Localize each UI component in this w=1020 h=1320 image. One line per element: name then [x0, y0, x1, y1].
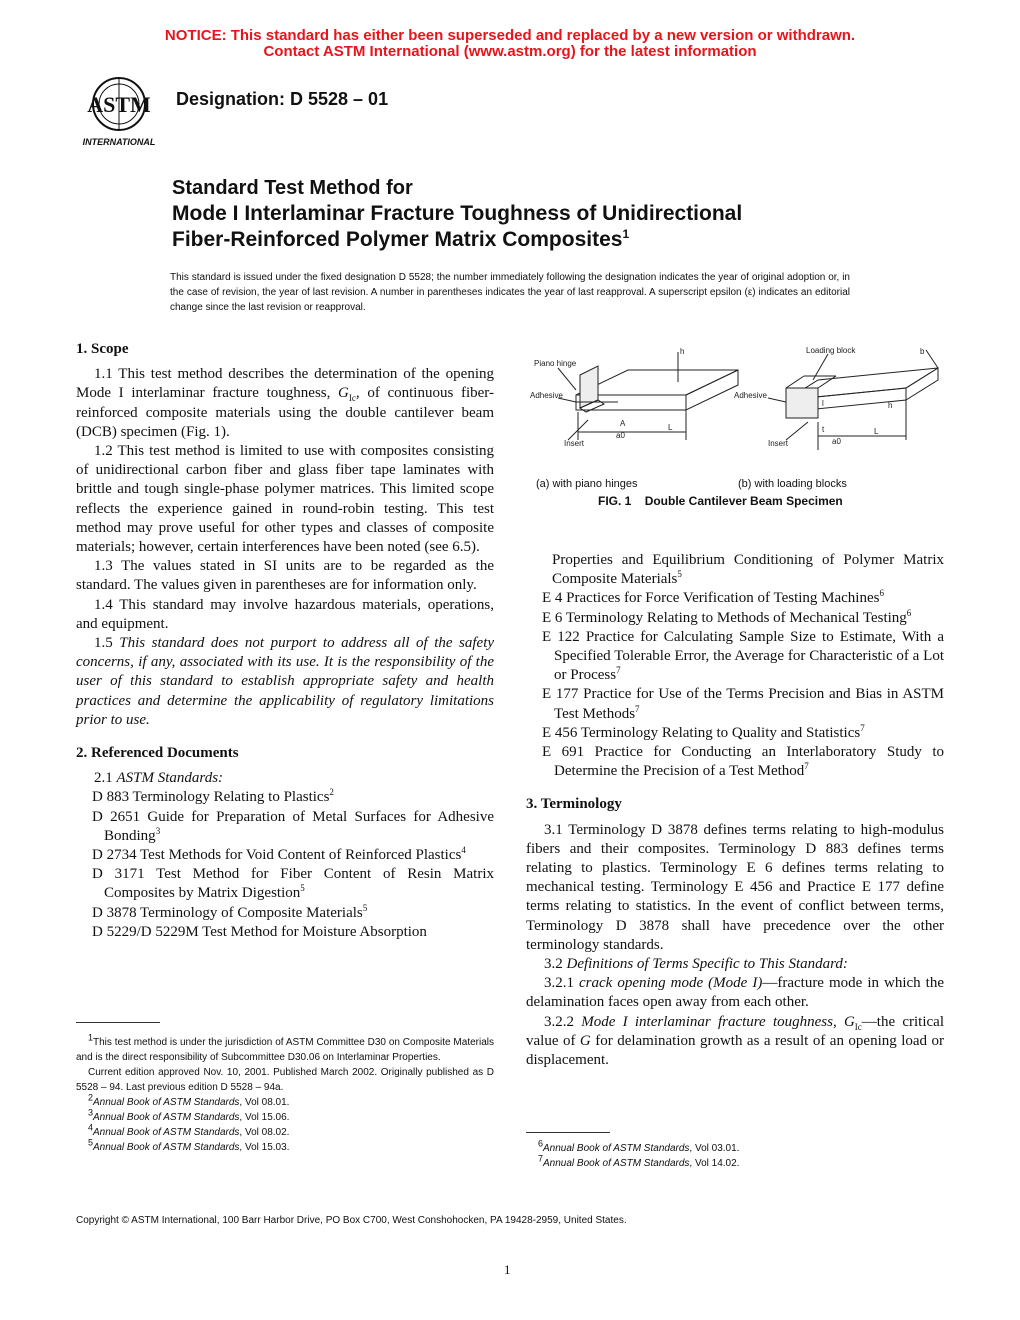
- reference-item: E 691 Practice for Conducting an Interlaboratory Study to Determine the Precision of a Test Method$^7$: [542, 744, 944, 780]
- terminology-3-2: 3.2 Definitions of Terms Specific to This Standard:: [544, 956, 848, 973]
- reference-item: D 883 Terminology Relating to Plastics$^2$: [92, 787, 334, 806]
- caption-b: (b) with loading blocks: [738, 478, 847, 490]
- footnote-list-left: [76, 1092, 494, 1155]
- dim-L-a: L: [668, 423, 673, 432]
- footnote-item: $^6$Annual Book of ASTM Standards, Vol 03.01.: [538, 1138, 740, 1154]
- footnote-item: $^2$Annual Book of ASTM Standards, Vol 08.01.: [88, 1092, 290, 1108]
- page-number: 1: [504, 1262, 511, 1277]
- referenced-list-continued: [526, 589, 944, 781]
- title-line-3: Fiber-Reinforced Polymer Matrix Composites$^1$: [172, 227, 630, 251]
- reference-item: E 122 Practice for Calculating Sample Size to Estimate, With a Specified Tolerable Error, the Average for Characteristic of a Lot or Process$^7$: [542, 628, 944, 684]
- dim-L-b: L: [874, 427, 879, 436]
- footnote-item: $^3$Annual Book of ASTM Standards, Vol 15.06.: [88, 1107, 290, 1123]
- terminology-3-2-1: 3.2.1 crack opening mode (Mode I)—fracture mode in which the delamination faces open away from each other.: [526, 975, 945, 1011]
- dim-a0-b: a0: [832, 437, 841, 446]
- copyright: Copyright © ASTM International, 100 Barr Harbor Drive, PO Box C700, West Conshohocken, PA 19428-2959, United States.: [76, 1215, 627, 1226]
- terminology-3-2-2: 3.2.2 Mode I interlaminar fracture toughness, $G_{Ic}—the$ critical value of G for delamination growth as a result of an opening load or displacement.: [526, 1013, 944, 1069]
- label-adhesive-b: Adhesive: [734, 391, 767, 400]
- title-line-1: Standard Test Method for: [172, 177, 413, 199]
- section-terminology-heading: 3. Terminology: [526, 796, 622, 813]
- title-block: [172, 175, 742, 253]
- terminology-3-1: 3.1 Terminology D 3878 defines terms relating to high-modulus fibers and their composites. Terminology D 883 defines terms relating to plastics. Terminology E 6 defines terms relating to mechanical testing. Terminology E 456 and Practice E 177 define terms relating to statistics. In the event of conflict between terms, Terminology D 3878 shall have precedence over the other terminology standards.: [526, 821, 944, 953]
- reference-item: E 456 Terminology Relating to Quality and Statistics$^7$: [542, 722, 865, 741]
- dim-a0-a: a0: [616, 431, 625, 440]
- dim-A-a: A: [620, 419, 626, 428]
- astm-logo: [74, 72, 164, 152]
- label-insert-b: Insert: [768, 439, 789, 448]
- figure-title: FIG. 1 Double Cantilever Beam Specimen: [598, 494, 843, 508]
- right-column: [526, 551, 944, 1070]
- label-insert-a: Insert: [564, 439, 585, 448]
- referenced-list: [76, 788, 494, 942]
- notice-line-1: NOTICE: This standard has either been superseded and replaced by a new version or withdrawn.: [164, 27, 856, 44]
- section-referenced-heading: 2. Referenced Documents: [76, 745, 239, 762]
- logo-text: ASTM: [87, 92, 151, 117]
- scope-1-2: 1.2 This test method is limited to use with composites consisting of unidirectional carbon fiber and glass fiber tape laminates with brittle and tough single-phase polymer matrices. This limited scope reflects the experience gained in round-robin testing. This test method may prove useful for other types and classes of composite materials; however, certain interferences have been noted (see 6.5).: [76, 443, 494, 556]
- caption-a: (a) with piano hinges: [536, 478, 638, 490]
- footnote-1b: Current edition approved Nov. 10, 2001. Published March 2002. Originally published as D 5528 – 94. Last previous edition D 5528 – 94a.: [76, 1067, 494, 1093]
- footnote-item: $^5$Annual Book of ASTM Standards, Vol 15.03.: [88, 1137, 290, 1153]
- footnote-rule-left: [76, 1022, 160, 1023]
- section-scope-heading: 1. Scope: [76, 341, 129, 357]
- notice-line-2: Contact ASTM International (www.astm.org) for the latest information: [263, 43, 757, 60]
- title-line-2: Mode I Interlaminar Fracture Toughness of Unidirectional: [172, 202, 743, 225]
- reference-item: E 177 Practice for Use of the Terms Precision and Bias in ASTM Test Methods$^7$: [542, 686, 944, 722]
- reference-item: D 2651 Guide for Preparation of Metal Surfaces for Adhesive Bonding$^3$: [92, 808, 494, 844]
- referenced-2-1: 2.1 ASTM Standards:: [94, 770, 224, 787]
- reference-item: D 3171 Test Method for Fiber Content of Resin Matrix Composites by Matrix Digestion$^5$: [92, 866, 494, 902]
- designation: Designation: D 5528 – 01: [176, 89, 389, 109]
- scope-1-4: 1.4 This standard may involve hazardous materials, operations, and equipment.: [76, 596, 494, 632]
- scope-1-1: 1.1 This test method describes the determination of the opening Mode I interlaminar fracture toughness, $G_{Ic}$, of continuous fiber-reinforced composite materials using the double cantilever beam (DCB) specimen (Fig. 1).: [76, 366, 494, 440]
- footnote-1: $^1$This test method is under the jurisdiction of ASTM Committee D30 on Composite Materials and is the direct responsibility of Subcommittee D30.06 on Interlaminar Properties.: [76, 1032, 494, 1063]
- reference-item: D 2734 Test Methods for Void Content of Reinforced Plastics$^4$: [92, 845, 466, 864]
- astm-logo-icon: [74, 72, 164, 152]
- left-column: [76, 340, 494, 942]
- label-adhesive-a: Adhesive: [530, 391, 563, 400]
- reference-item: E 6 Terminology Relating to Methods of Mechanical Testing$^6$: [542, 607, 912, 626]
- reference-item: D 5229/D 5229M Test Method for Moisture Absorption: [92, 923, 427, 940]
- label-loading-block: Loading block: [806, 346, 856, 355]
- footnotes-left: [76, 1032, 494, 1155]
- label-piano-hinge: Piano hinge: [534, 359, 577, 368]
- dcb-specimen-drawing: [528, 340, 948, 480]
- referenced-continued: Properties and Equilibrium Conditioning of Polymer Matrix Composite Materials$^5$: [552, 552, 944, 588]
- figure-1: [528, 340, 948, 520]
- footnote-rule-right: [526, 1132, 610, 1133]
- reference-item: E 4 Practices for Force Verification of Testing Machines$^6$: [542, 588, 884, 607]
- scope-1-5: 1.5 This standard does not purport to address all of the safety concerns, if any, associated with its use. It is the responsibility of the user of this standard to establish appropriate safety and health practices and determine the applicability of regulatory limitations prior to use.: [76, 635, 495, 728]
- dim-b-b: b: [920, 347, 925, 356]
- footnotes-right: [526, 1138, 944, 1171]
- dim-l-b: l: [822, 399, 824, 408]
- footnote-list-right: [526, 1138, 944, 1171]
- logo-subtext: INTERNATIONAL: [82, 137, 156, 147]
- footnote-item: $^4$Annual Book of ASTM Standards, Vol 08.02.: [88, 1122, 290, 1138]
- footnote-item: $^7$Annual Book of ASTM Standards, Vol 14.02.: [538, 1153, 740, 1169]
- issuance-note: This standard is issued under the fixed designation D 5528; the number immediately following the designation indicates the year of original adoption or, in the case of revision, the year of last revision. A number in parentheses indicates the year of last reapproval. A superscript epsilon (ε) indicates an editorial change since the last revision or reapproval.: [170, 272, 850, 313]
- dim-h-b: h: [888, 401, 893, 410]
- reference-item: D 3878 Terminology of Composite Materials$^5$: [92, 902, 368, 921]
- dim-t-b: t: [822, 425, 825, 434]
- scope-1-3: 1.3 The values stated in SI units are to be regarded as the standard. The values given in parentheses are for information only.: [76, 558, 494, 594]
- dim-h-a: h: [680, 347, 685, 356]
